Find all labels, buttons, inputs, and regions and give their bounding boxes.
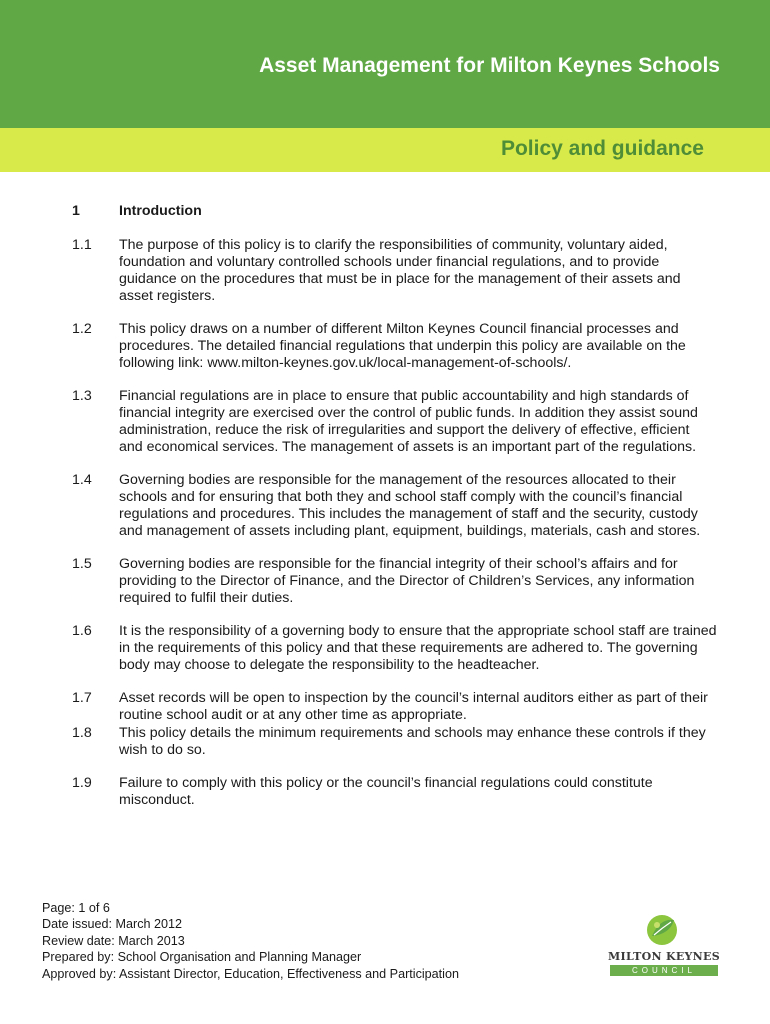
paragraph-1-9 [0,775,770,809]
document-footer [42,900,459,982]
paragraph-text: Financial regulations are in place to ensure that public accountability and high standards of financial integrity are exercised over the control of public funds. In addition they assist sound administration, reduce the risk of irregularities and support the delivery of effective, efficient and economical services. The management of assets is an important part of the regulations. [119,388,698,455]
paragraph-1-4 [0,472,770,540]
paragraph-1-5 [0,556,770,607]
paragraph-1-1 [0,237,770,305]
paragraph-text: Governing bodies are responsible for the management of the resources allocated to their schools and for ensuring that both they and school staff comply with the council’s financial regulations and procedures. This includes the management of staff and the security, custody and management of assets including plant, equipment, buildings, materials, cash and stores. [119,472,701,539]
subheader-banner [0,128,770,172]
council-logo [606,912,722,976]
paragraph-text: Governing bodies are responsible for the financial integrity of their school’s affairs and for providing to the Director of Finance, and the Director of Children’s Services, any information required to fulfil their duties. [119,556,695,606]
paragraph-1-2 [0,321,770,372]
paragraph-1-3 [0,388,770,456]
paragraph-number: 1.5 [72,556,92,572]
document-title: Asset Management for Milton Keynes Schools [259,54,720,77]
paragraph-text: The purpose of this policy is to clarify the responsibilities of community, voluntary aided, foundation and voluntary controlled schools under financial regulations, and to provide guidance on the procedures that must be in place for the management of their assets and asset registers. [119,237,681,304]
section-title: Introduction [119,203,202,219]
paragraph-number: 1.2 [72,321,92,337]
paragraph-number: 1.4 [72,472,92,488]
footer-date-issued: Date issued: March 2012 [42,917,183,932]
paragraph-number: 1.8 [72,725,92,741]
paragraph-text: Failure to comply with this policy or the council’s financial regulations could constitute misconduct. [119,775,653,808]
logo-council-bar: COUNCIL [610,965,718,976]
paragraph-1-7 [0,690,770,724]
paragraph-1-6 [0,623,770,674]
section-number: 1 [72,203,80,219]
paragraph-number: 1.6 [72,623,92,639]
logo-wordmark: MILTON KEYNES [608,950,720,963]
paragraph-number: 1.7 [72,690,92,706]
footer-review-date: Review date: March 2013 [42,933,185,948]
document-subtitle: Policy and guidance [500,137,704,160]
paragraph-1-8 [0,725,770,759]
paragraph-text: It is the responsibility of a governing body to ensure that the appropriate school staff are trained in the requirements of this policy and that these requirements are adhered to. The governing body may choose to delegate the responsibility to the headteacher. [119,623,717,673]
header-banner [0,0,770,128]
paragraph-number: 1.3 [72,388,92,404]
paragraph-text: This policy draws on a number of different Milton Keynes Council financial processes and procedures. The detailed financial regulations that underpin this policy are available on the following link: www.milton-keynes.gov.uk/local-management-of-schools/. [119,321,686,371]
leaf-emblem-icon [642,912,682,948]
section-heading [0,203,770,225]
paragraph-text: Asset records will be open to inspection by the council’s internal auditors either as part of their routine school audit or at any other time as appropriate. [119,690,708,723]
paragraph-number: 1.9 [72,775,92,791]
footer-prepared-by: Prepared by: School Organisation and Planning Manager [42,950,362,965]
footer-approved-by: Approved by: Assistant Director, Education, Effectiveness and Participation [42,966,459,981]
paragraph-text: This policy details the minimum requirements and schools may enhance these controls if they wish to do so. [119,725,706,758]
document-body [0,203,770,825]
footer-page: Page: 1 of 6 [42,901,110,915]
paragraph-number: 1.1 [72,237,92,253]
